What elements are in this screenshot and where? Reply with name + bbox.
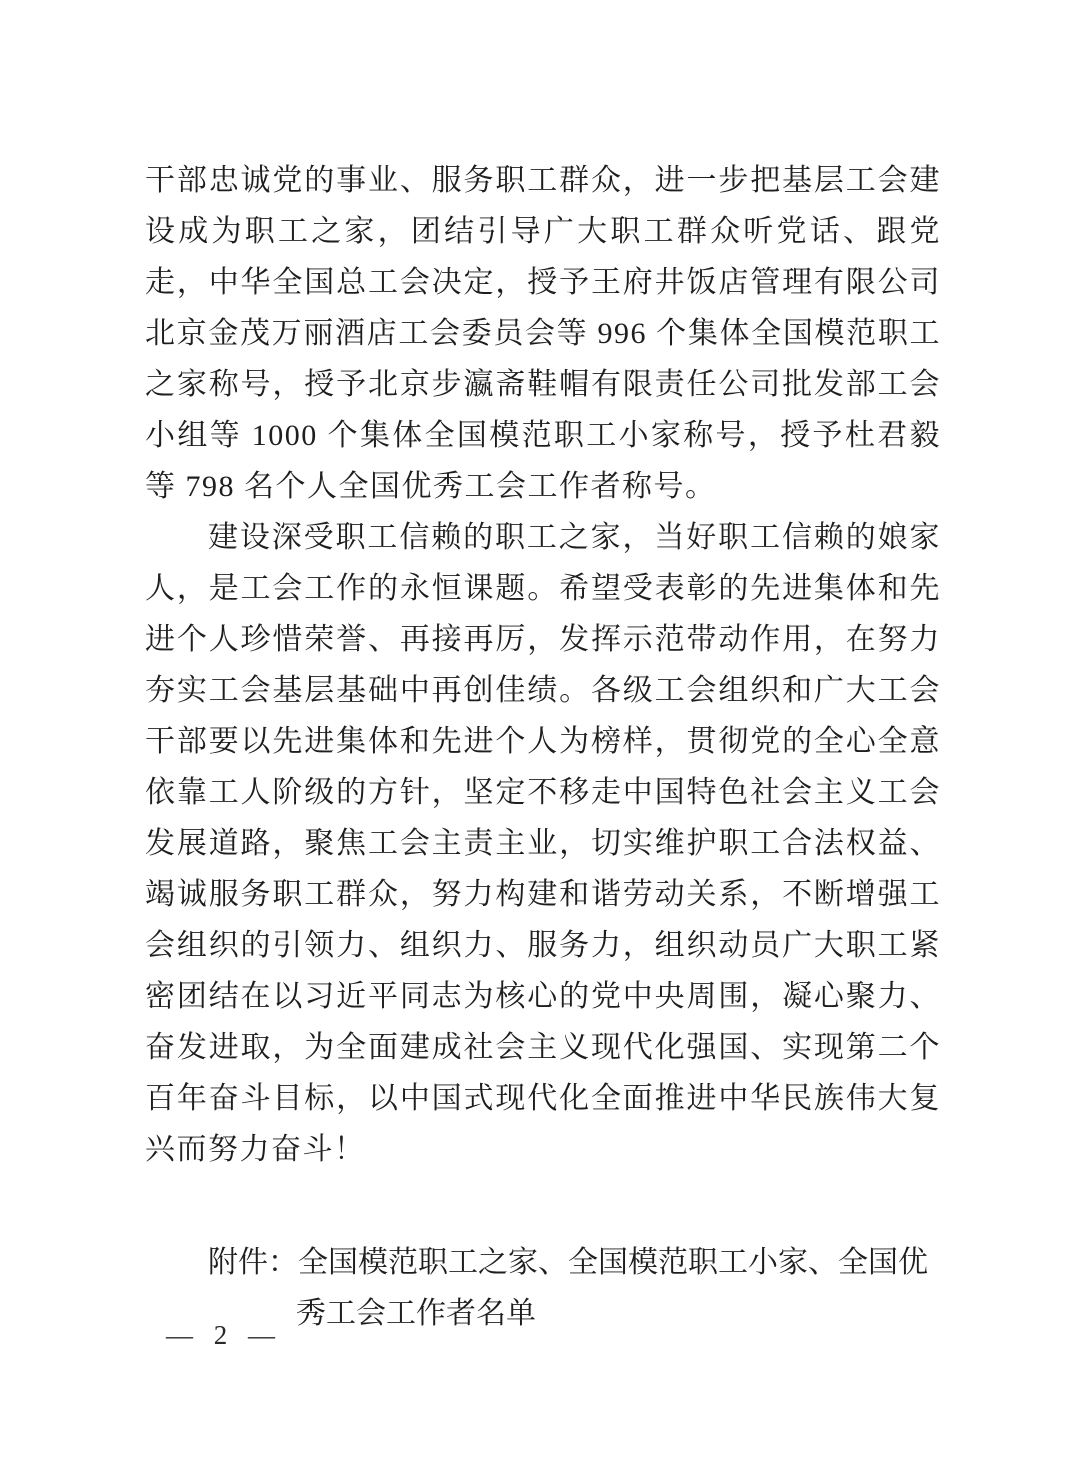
attachment-note	[208, 1237, 941, 1339]
attachment-label: 附件：	[208, 1246, 298, 1279]
paragraph-call-to-action: 建设深受职工信赖的职工之家，当好职工信赖的娘家人，是工会工作的永恒课题。希望受表彰的先进集体和先进个人珍惜荣誉、再接再厉，发挥示范带动作用，在努力夯实工会基层基础中再创佳绩。各级工会组织和广大工会干部要以先进集体和先进个人为榜样，贯彻党的全心全意依靠工人阶级的方针，坚定不移走中国特色社会主义工会发展道路，聚焦工会主责主业，切实维护职工合法权益、竭诚服务职工群众，努力构建和谐劳动关系，不断增强工会组织的引领力、组织力、服务力，组织动员广大职工紧密团结在以习近平同志为核心的党中央周围，凝心聚力、奋发进取，为全面建成社会主义现代化强国、实现第二个百年奋斗目标，以中国式现代化全面推进中华民族伟大复兴而努力奋斗！	[145, 521, 941, 1166]
document-body	[145, 155, 941, 1339]
page-number: — 2 —	[166, 1320, 282, 1350]
paragraph-award-decision: 干部忠诚党的事业、服务职工群众，进一步把基层工会建设成为职工之家，团结引导广大职工群众听党话、跟党走，中华全国总工会决定，授予王府井饭店管理有限公司北京金茂万丽酒店工会委员会等 996 个集体全国模范职工之家称号，授予北京步瀛斋鞋帽有限责任公司批发部工会小组等 1000 个集体全国模范职工小家称号，授予杜君毅等 798 名个人全国优秀工会工作者称号。	[145, 164, 941, 503]
attachment-text: 全国模范职工之家、全国模范职工小家、全国优秀工会工作者名单	[296, 1246, 928, 1330]
